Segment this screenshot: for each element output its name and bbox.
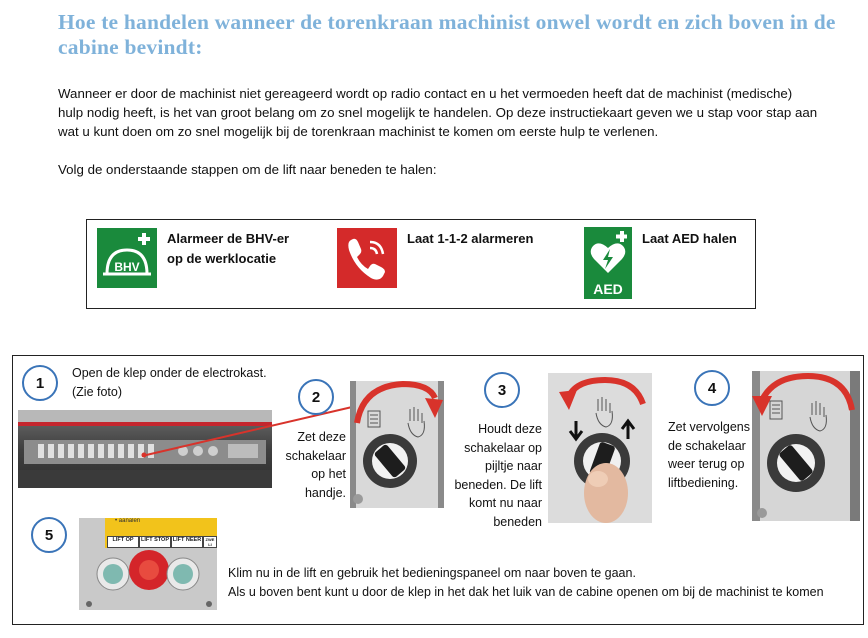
bhv-icon-text: BHV bbox=[114, 260, 140, 274]
control-panel-top-text: • aanalen bbox=[115, 518, 141, 524]
step-1-number: 1 bbox=[22, 365, 58, 401]
alarm-box bbox=[86, 219, 756, 309]
rotate-arrow-4 bbox=[748, 370, 860, 426]
alarm-label-bhv: Alarmeer de BHV-er op de werklocatie bbox=[167, 231, 290, 266]
rotate-arrow-3 bbox=[555, 374, 655, 414]
aed-icon-text: AED bbox=[593, 281, 623, 297]
panel-label-lift-op: LIFT OP bbox=[107, 536, 139, 548]
alarm-label-aed: Laat AED halen bbox=[642, 231, 737, 246]
emergency-phone-icon bbox=[337, 228, 397, 288]
step-4-number: 4 bbox=[694, 370, 730, 406]
intro-paragraph: Wanneer er door de machinist niet gereageerd wordt op radio contact en u het vermoeden heeft dat de machinist (medische) hulp nodig heeft, is het van groot belang om zo snel mogelijk te handelen. Op deze instructiekaart geven we u stap voor stap aan wat u kunt doen om zo snel mogelijk bij de torenkraan machinist te komen om eerste hulp te verlenen. bbox=[58, 86, 818, 139]
follow-steps-text: Volg de onderstaande stappen om de lift naar beneden te halen: bbox=[58, 162, 437, 177]
page-title: Hoe te handelen wanneer de torenkraan machinist onwel wordt en zich boven in de cabine bevindt: bbox=[58, 10, 836, 59]
aed-heart-icon bbox=[584, 227, 632, 299]
step-5-number: 5 bbox=[31, 517, 67, 553]
panel-label-lift-stop: LIFT STOP bbox=[139, 536, 171, 548]
panel-label-lift-neer: LIFT NEER bbox=[171, 536, 203, 548]
step-4-text: Zet vervolgens de schakelaar weer terug op liftbediening. bbox=[668, 420, 750, 490]
step-2-text: Zet deze schakelaar op het handje. bbox=[285, 430, 346, 500]
step-5-text: Klim nu in de lift en gebruik het bedieningspaneel om naar boven te gaan. Als u boven bent kunt u door de klep in het dak het luik van de cabine openen om bij de machinist te komen bbox=[228, 566, 824, 599]
step-2-number: 2 bbox=[298, 379, 334, 415]
panel-label-zwe: ZWE LI bbox=[203, 536, 217, 548]
control-panel-photo bbox=[79, 518, 217, 610]
alarm-label-112: Laat 1-1-2 alarmeren bbox=[407, 231, 534, 246]
bhv-helmet-icon bbox=[97, 228, 157, 288]
step-3-text: Houdt deze schakelaar op pijltje naar beneden. De lift komt nu naar beneden bbox=[454, 422, 542, 529]
step-3-number: 3 bbox=[484, 372, 520, 408]
step-1-text: Open de klep onder de electrokast. (Zie foto) bbox=[72, 366, 267, 399]
rotate-arrow-2 bbox=[345, 378, 445, 433]
control-panel-button-labels bbox=[107, 536, 217, 548]
